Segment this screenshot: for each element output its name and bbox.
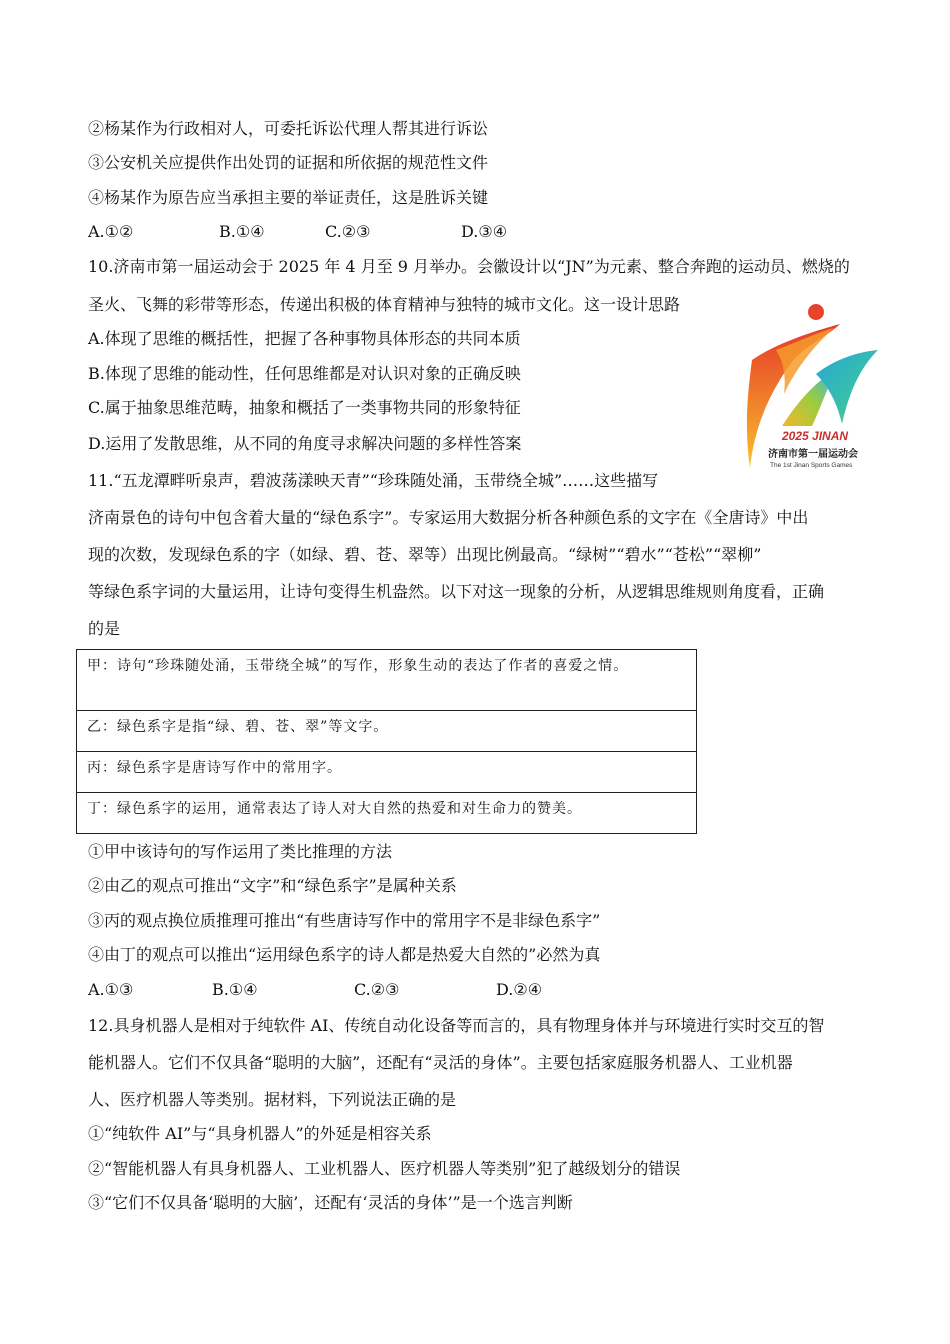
table-row [77,752,697,793]
statement-jia: 甲：诗句“珍珠随处涌，玉带绕全城”的写作，形象生动的表达了作者的喜爱之情。 [77,650,697,711]
logo-en-text: The 1st Jinan Sports Games [770,462,853,469]
q10-choice-a: A.体现了思维的概括性，把握了各种事物具体形态的共同本质 [88,329,521,348]
q11-stem-line2: 济南景色的诗句中包含着大量的“绿色系字”。专家运用大数据分析各种颜色系的文字在《全唐诗》中出 [88,508,809,527]
q11-stem-line3: 现的次数，发现绿色系的字（如绿、碧、苍、翠等）出现比例最高。“绿树”“碧水”“苍松”“翠柳” [88,545,762,564]
q10-choice-b: B.体现了思维的能动性，任何思维都是对认识对象的正确反映 [88,364,521,383]
q12-stem-line2: 能机器人。它们不仅具备“聪明的大脑”，还配有“灵活的身体”。主要包括家庭服务机器人、工业机器 [88,1053,793,1072]
statement-bing: 丙：绿色系字是唐诗写作中的常用字。 [77,752,697,793]
logo-year-text: 2025 JINAN [782,429,849,443]
statement-ding: 丁：绿色系字的运用，通常表达了诗人对大自然的热爱和对生命力的赞美。 [77,793,697,834]
table-row [77,793,697,834]
q9-choice-c: C.②③ [325,222,371,241]
q11-stem-line1: 11.“五龙潭畔听泉声，碧波荡漾映天青”“珍珠随处涌，玉带绕全城”……这些描写 [88,471,659,490]
q11-option3: ③丙的观点换位质推理可推出“有些唐诗写作中的常用字不是非绿色系字” [88,911,601,930]
q11-statements-table [76,649,697,834]
q11-option2: ②由乙的观点可推出“文字”和“绿色系字”是属种关系 [88,876,457,895]
q12-option1: ①“纯软件 AI”与“具身机器人”的外延是相容关系 [88,1124,432,1143]
table-row [77,650,697,711]
q11-stem-line5: 的是 [88,619,121,638]
q9-choice-b: B.①④ [219,222,265,241]
q11-choice-c: C.②③ [354,980,400,999]
statement-yi: 乙：绿色系字是指“绿、碧、苍、翠”等文字。 [77,711,697,752]
logo-head-dot [808,304,824,320]
q12-option2: ②“智能机器人有具身机器人、工业机器人、医疗机器人等类别”犯了越级划分的错误 [88,1159,681,1178]
logo-emblem [738,302,886,472]
line-q9-option4: ④杨某作为原告应当承担主要的举证责任，这是胜诉关键 [88,188,489,207]
q11-choice-d: D.②④ [496,980,543,999]
q9-choice-d: D.③④ [461,222,508,241]
q10-choice-c: C.属于抽象思维范畴，抽象和概括了一类事物共同的形象特征 [88,398,521,417]
table-row [77,711,697,752]
q10-stem-line1: 10.济南市第一届运动会于 2025 年 4 月至 9 月举办。会徽设计以“JN”为元素、整合奔跑的运动员、燃烧的 [88,257,850,276]
q11-option1: ①甲中该诗句的写作运用了类比推理的方法 [88,842,393,861]
q12-stem-line3: 人、医疗机器人等类别。据材料，下列说法正确的是 [88,1090,457,1109]
q11-stem-line4: 等绿色系字词的大量运用，让诗句变得生机盎然。以下对这一现象的分析，从逻辑思维规则角度看，正确 [88,582,825,601]
q9-choices [88,222,507,242]
q11-choice-a: A.①③ [88,980,134,999]
q11-option4: ④由丁的观点可以推出“运用绿色系字的诗人都是热爱大自然的”必然为真 [88,945,601,964]
q10-stem-line2: 圣火、飞舞的彩带等形态，传递出积极的体育精神与独特的城市文化。这一设计思路 [88,295,681,314]
line-q9-option3: ③公安机关应提供作出处罚的证据和所依据的规范性文件 [88,153,489,172]
q12-option3: ③“它们不仅具备‘聪明的大脑’，还配有‘灵活的身体’”是一个选言判断 [88,1193,573,1212]
q12-stem-line1: 12.具身机器人是相对于纯软件 AI、传统自动化设备等而言的，具有物理身体并与环境进行实时交互的智 [88,1016,825,1035]
line-q9-option2: ②杨某作为行政相对人，可委托诉讼代理人帮其进行诉讼 [88,119,489,138]
q11-choices [88,980,542,1000]
q9-choice-a: A.①② [88,222,134,241]
logo-cn-text: 济南市第一届运动会 [768,449,858,460]
q11-choice-b: B.①④ [212,980,258,999]
sports-games-logo [738,302,886,472]
q10-choice-d: D.运用了发散思维，从不同的角度寻求解决问题的多样性答案 [88,434,522,453]
